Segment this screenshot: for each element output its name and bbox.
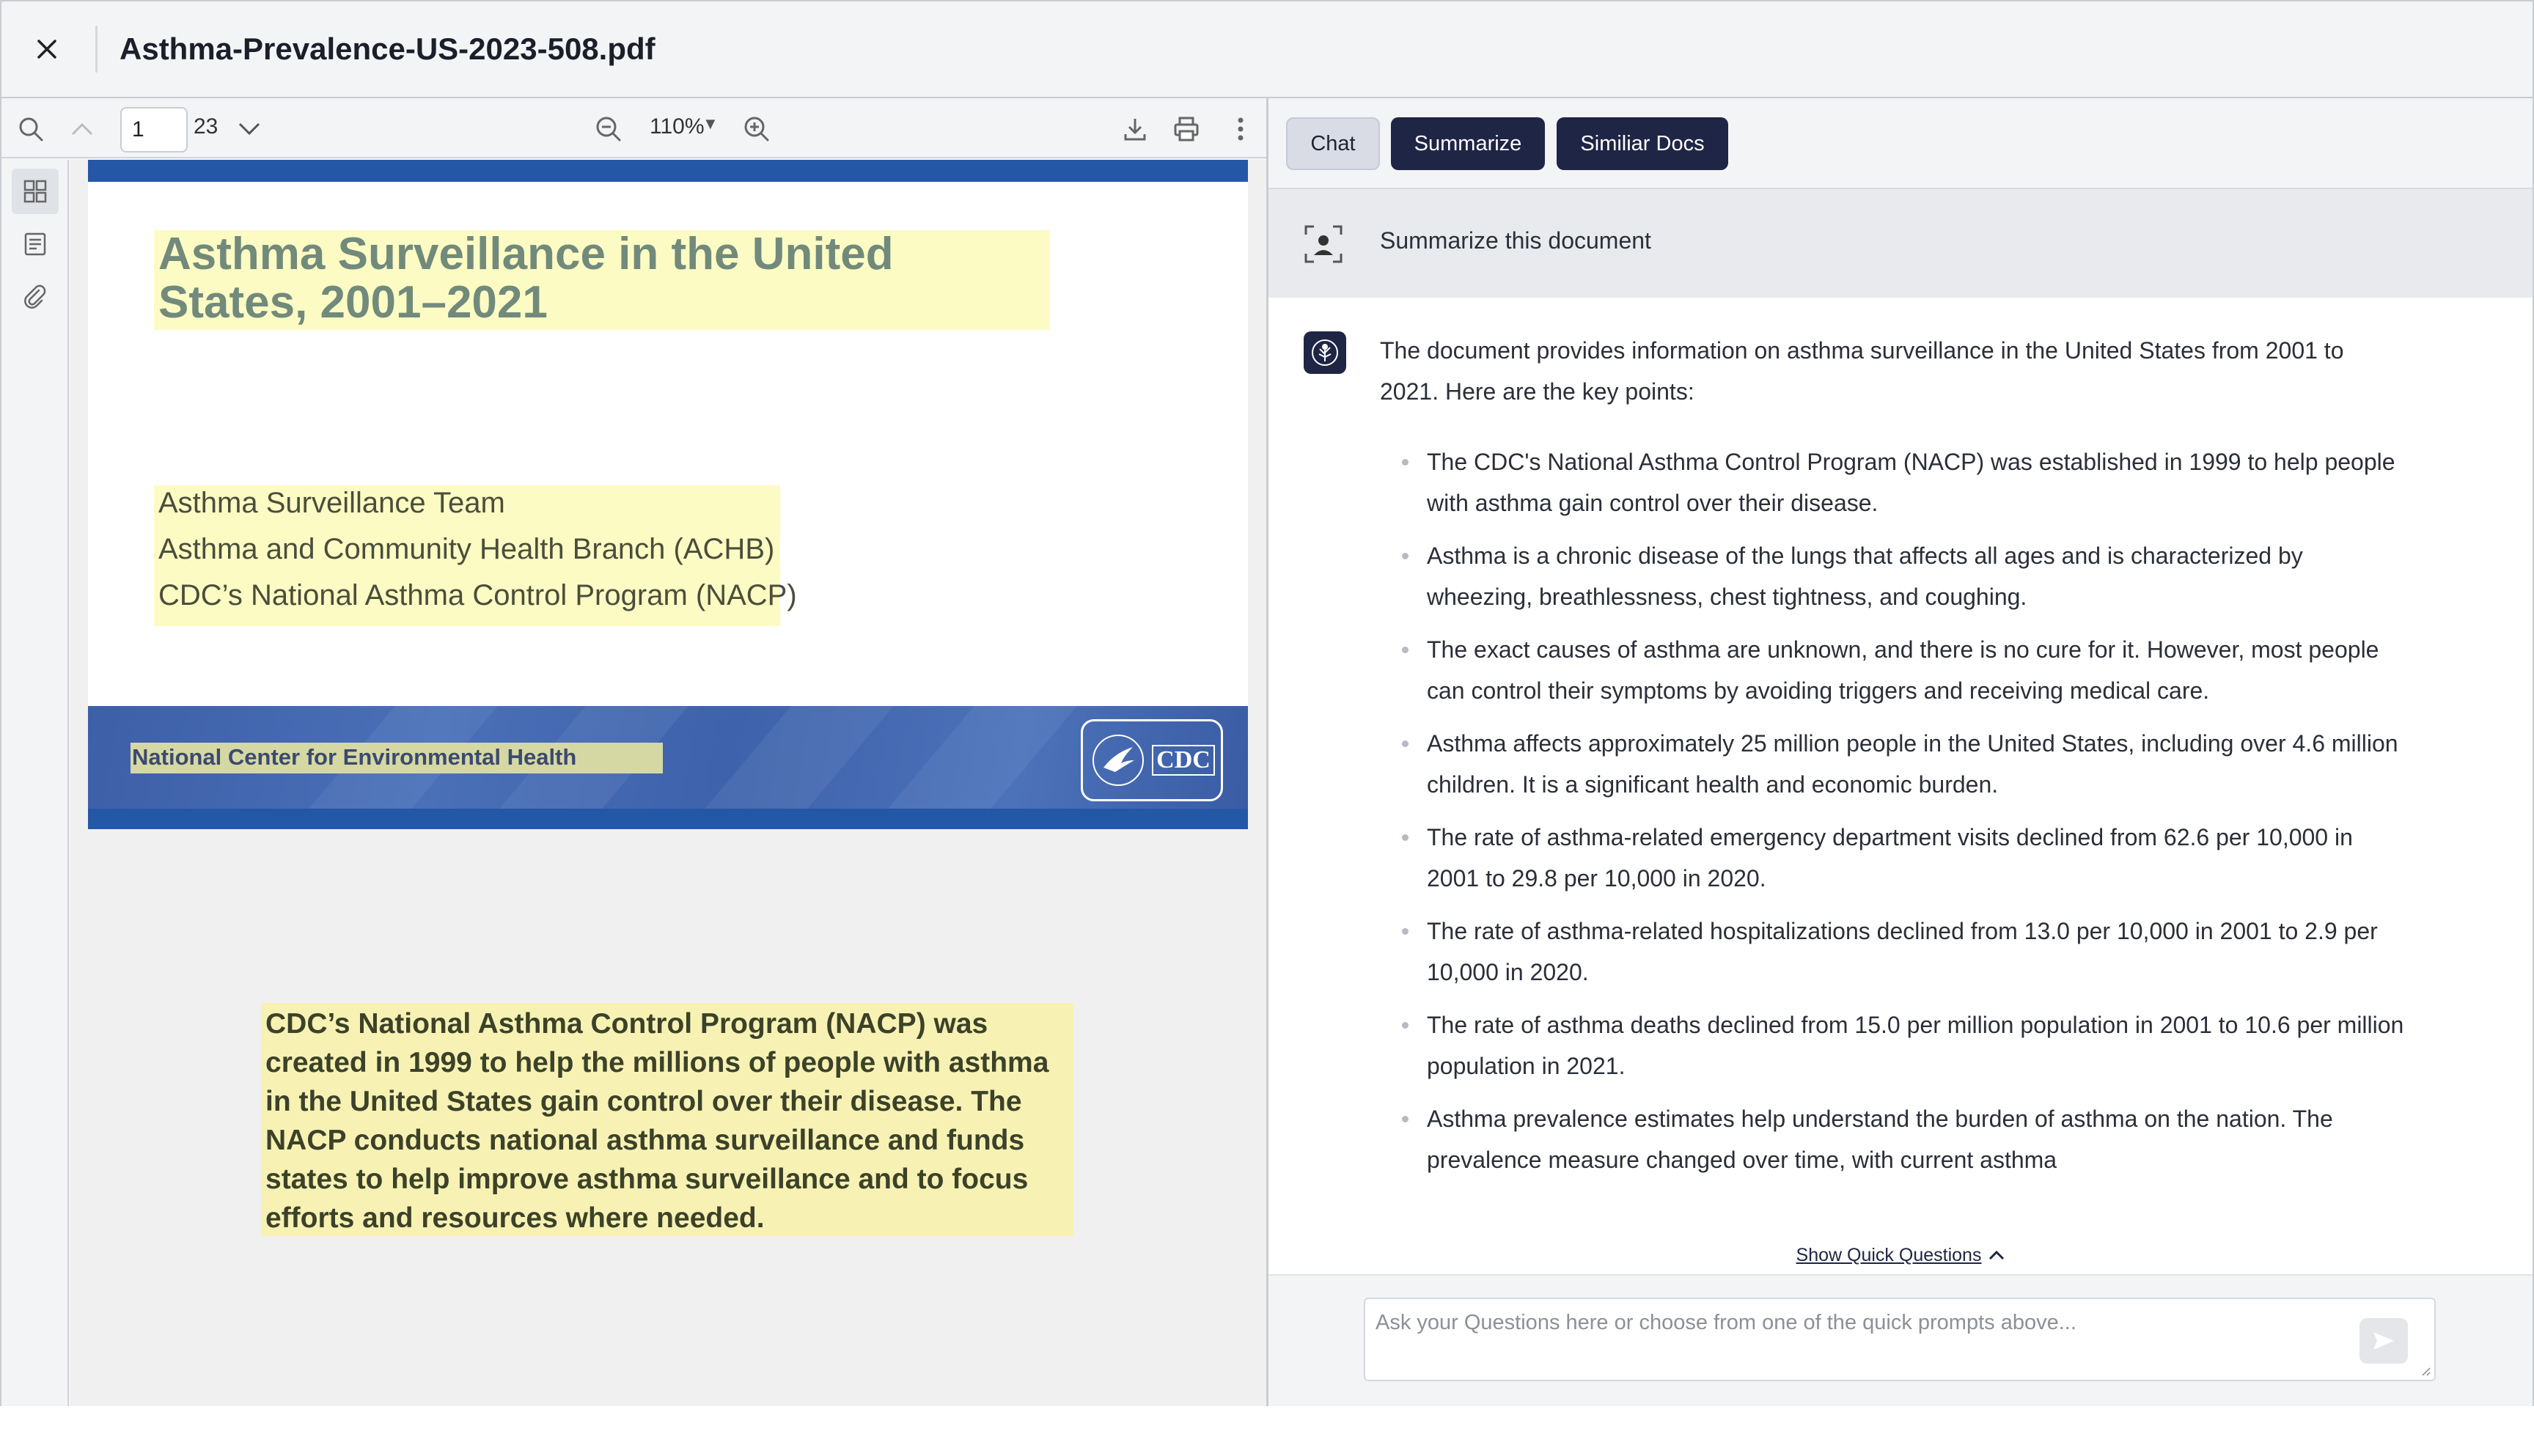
- pdf-page: [88, 160, 1248, 1406]
- user-message: Summarize this document: [1380, 227, 1651, 254]
- send-icon: [2371, 1330, 2396, 1352]
- previous-page-button[interactable]: [66, 113, 98, 145]
- team-line: Asthma Surveillance Team: [158, 487, 505, 519]
- outline-button[interactable]: [12, 221, 59, 267]
- summary-list: [1380, 441, 2406, 1192]
- bottom-strip: [0, 1406, 2534, 1456]
- close-button[interactable]: [23, 26, 70, 73]
- banner-bottom-bar: [88, 809, 1248, 829]
- tab-chat[interactable]: Chat: [1286, 117, 1380, 170]
- next-page-button[interactable]: [233, 113, 265, 145]
- chat-input[interactable]: [1376, 1308, 2329, 1337]
- zoom-out-button[interactable]: [592, 113, 625, 145]
- chat-input-box: [1364, 1298, 2436, 1381]
- outline-icon: [23, 232, 47, 257]
- page-number-input[interactable]: 1: [120, 107, 188, 152]
- thumbnails-icon: [23, 179, 48, 204]
- summary-item: Asthma is a chronic disease of the lungs that affects all ages and is characterized by wheezing, breathlessness, chest tightness, and coughing.: [1380, 535, 2406, 617]
- chat-tabs: [1268, 98, 2533, 188]
- quick-questions-label[interactable]: Show Quick Questions: [1796, 1244, 1982, 1265]
- cdc-logo-text: CDC: [1152, 745, 1215, 776]
- banner-text: National Center for Environmental Health: [132, 744, 577, 770]
- print-button[interactable]: [1170, 113, 1202, 145]
- more-options-button[interactable]: [1224, 113, 1257, 145]
- send-button[interactable]: [2359, 1318, 2408, 1364]
- zoom-in-button[interactable]: [741, 113, 773, 145]
- pdf-toolbar: [1, 98, 1266, 158]
- ncehbanner: [88, 706, 1248, 809]
- chevron-down-icon: [238, 122, 261, 136]
- attachments-button[interactable]: [12, 274, 59, 320]
- zoom-in-icon: [743, 116, 770, 142]
- more-vertical-icon: [1237, 116, 1244, 142]
- page-top-bar: [88, 160, 1248, 182]
- cdc-logo: [1081, 719, 1223, 801]
- thumbnails-button[interactable]: [12, 169, 59, 214]
- document-title: Asthma-Prevalence-US-2023-508.pdf: [120, 32, 655, 66]
- quick-questions-toggle[interactable]: [1268, 1236, 2533, 1274]
- summary-item: Asthma affects approximately 25 million people in the United States, including over 4.6 million children. It is a significant health and economic burden.: [1380, 723, 2406, 805]
- summary-item: The rate of asthma-related emergency department visits declined from 62.6 per 10,000 in 2001 to 29.8 per 10,000 in 2020.: [1380, 817, 2406, 899]
- bot-intro-text: The document provides information on asthma surveillance in the United States from 2001 to 2021. Here are the key points:: [1380, 337, 2344, 405]
- chevron-up-icon: [1988, 1250, 2005, 1260]
- summary-item: The rate of asthma-related hospitalizations declined from 13.0 per 10,000 in 2001 to 2.9 per 10,000 in 2020.: [1380, 911, 2406, 993]
- page-total: 23: [194, 114, 218, 139]
- hhs-eagle-icon: [1089, 731, 1147, 790]
- pdf-viewer-pane: [1, 97, 1268, 1406]
- chat-input-zone: [1268, 1274, 2533, 1408]
- user-message-row: [1268, 188, 2533, 298]
- chat-pane: [1268, 97, 2533, 1406]
- summary-item: The CDC's National Asthma Control Program (NACP) was established in 1999 to help people with asthma gain control over their disease.: [1380, 441, 2406, 523]
- user-avatar-icon: [1304, 224, 1343, 264]
- zoom-caret-icon[interactable]: ▼: [702, 114, 719, 133]
- zoom-out-icon: [595, 116, 622, 142]
- tab-similar-docs[interactable]: Similiar Docs: [1557, 117, 1728, 170]
- viewer-header: [1, 1, 2533, 97]
- page-body-text: CDC’s National Asthma Control Program (NACP) was created in 1999 to help the millions of people with asthma in the United States gain control over their disease. The NACP conducts national asthma surveillance and funds states to help improve asthma surveillance and to focus efforts and resources where needed.: [265, 1008, 1049, 1234]
- team-line: Asthma and Community Health Branch (ACHB): [158, 533, 775, 565]
- summary-item: The exact causes of asthma are unknown, and there is no cure for it. However, most people can control their symptoms by avoiding triggers and receiving medical care.: [1380, 629, 2406, 711]
- header-divider: [95, 26, 98, 73]
- chevron-up-icon: [70, 122, 94, 136]
- summary-item: The rate of asthma deaths declined from 15.0 per million population in 2001 to 10.6 per million population in 2021.: [1380, 1004, 2406, 1087]
- bot-response-area[interactable]: [1268, 298, 2533, 1302]
- download-button[interactable]: [1119, 113, 1151, 145]
- team-line: CDC’s National Asthma Control Program (NACP): [158, 579, 797, 611]
- print-icon: [1173, 116, 1200, 142]
- tab-summarize[interactable]: Summarize: [1391, 117, 1545, 170]
- close-icon: [36, 38, 58, 60]
- search-icon: [18, 116, 44, 142]
- page-title: Asthma Surveillance in the United States, 2001–2021: [158, 229, 894, 328]
- resize-handle-icon[interactable]: [2420, 1365, 2431, 1377]
- pdf-canvas[interactable]: [70, 160, 1266, 1406]
- zoom-level-select[interactable]: 110%: [650, 114, 705, 139]
- summary-item: Asthma prevalence estimates help understand the burden of asthma on the nation. The prevalence measure changed over time, with current asthma: [1380, 1098, 2406, 1180]
- bot-avatar: [1304, 331, 1346, 374]
- tree-logo-icon: [1310, 338, 1340, 367]
- paperclip-icon: [23, 284, 48, 309]
- download-icon: [1123, 117, 1147, 141]
- pdf-sidebar: [1, 160, 69, 1406]
- search-button[interactable]: [15, 113, 47, 145]
